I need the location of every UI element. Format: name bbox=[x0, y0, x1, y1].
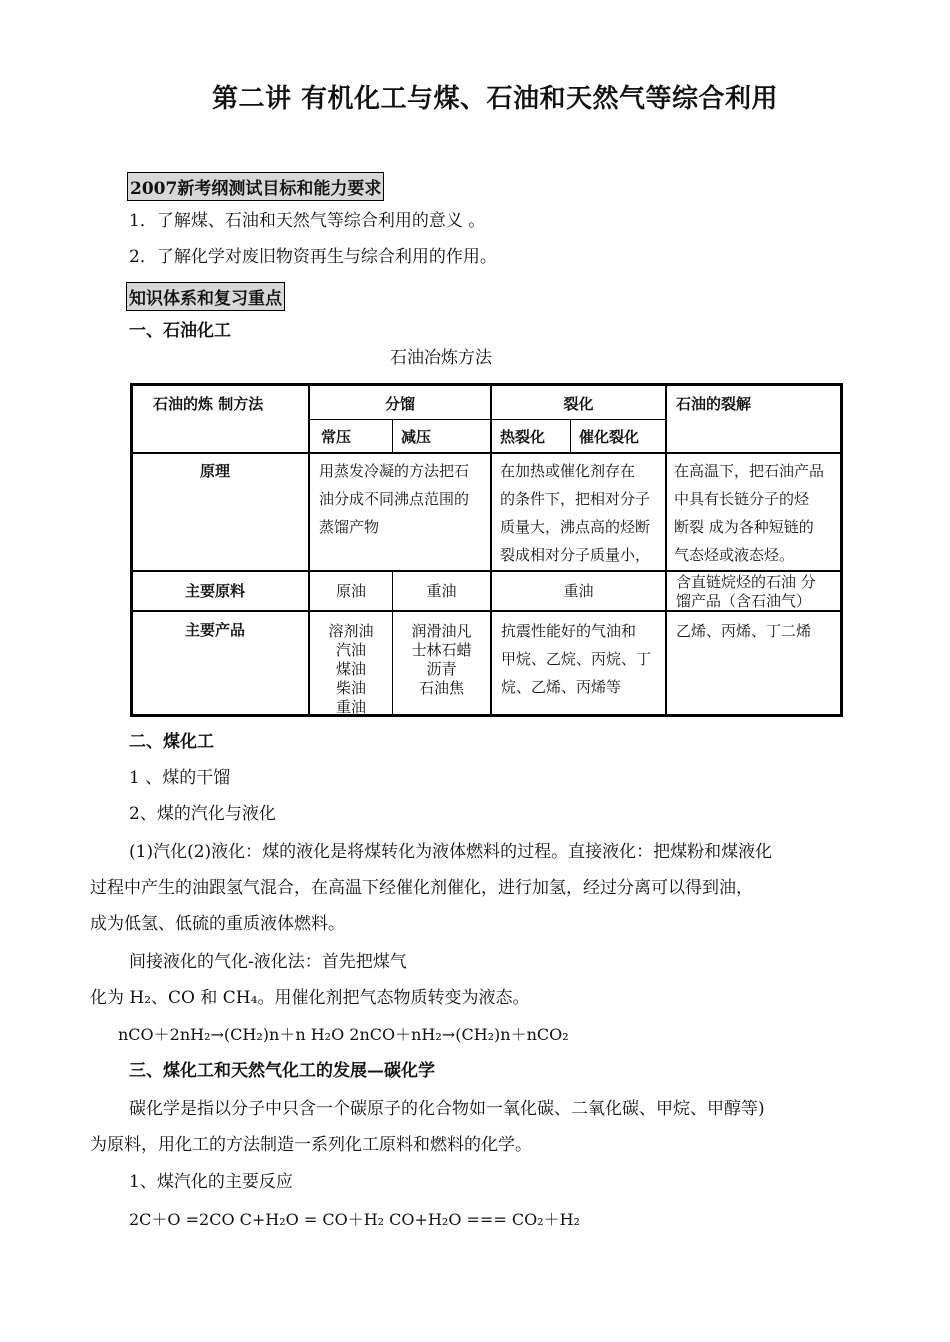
part2-item-1: 1 、煤的干馏 bbox=[129, 768, 231, 788]
exam-item-1: 1．了解煤、石油和天然气等综合利用的意义 。 bbox=[129, 211, 486, 231]
part2-heading: 二、煤化工 bbox=[129, 732, 214, 752]
equation-gasification: 2C＋O =2CO C+H₂O = CO＋H₂ CO+H₂O === CO₂＋H₂ bbox=[129, 1210, 580, 1229]
product-pyrolysis: 乙烯、丙烯、丁二烯 bbox=[676, 622, 812, 640]
header-atmospheric: 常压 bbox=[321, 428, 352, 446]
part2-para2-line1: 间接液化的气化-液化法：首先把煤气 bbox=[129, 952, 407, 972]
part1-heading: 一、石油化工 bbox=[129, 321, 231, 341]
part2-para1-line1: (1)汽化(2)液化：煤的液化是将煤转化为液体燃料的过程。直接液化：把煤粉和煤液化 bbox=[129, 842, 773, 862]
material-pyrolysis: 含直链烷烃的石油 分 馏产品（含石油气） bbox=[676, 573, 816, 610]
section-exam-heading: 2007新考纲测试目标和能力要求 bbox=[127, 172, 384, 201]
part2-item-2: 2、煤的汽化与液化 bbox=[129, 804, 276, 824]
section-knowledge-heading: 知识体系和复习重点 bbox=[126, 282, 285, 311]
product-cracking: 抗震性能好的气油和 甲烷、乙烷、丙烷、丁 烷、乙烯、丙烯等 bbox=[501, 622, 652, 696]
material-atmospheric: 原油 bbox=[335, 582, 366, 600]
part2-para1-line2: 过程中产生的油跟氢气混合，在高温下经催化剂催化，进行加氢，经过分离可以得到油， bbox=[90, 878, 753, 898]
part3-para-line2: 为原料，用化工的方法制造一系列化工原料和燃料的化学。 bbox=[90, 1135, 532, 1155]
row-material: 主要原料 bbox=[185, 582, 246, 600]
table-caption: 石油冶炼方法 bbox=[390, 348, 492, 368]
product-vacuum: 润滑油凡 士林石蜡 沥青 石油焦 bbox=[411, 622, 472, 697]
part3-heading: 三、煤化工和天然气化工的发展—碳化学 bbox=[129, 1061, 435, 1081]
material-vacuum: 重油 bbox=[426, 582, 457, 600]
principle-distillation: 用蒸发冷凝的方法把石 油分成不同沸点范围的 蒸馏产物 bbox=[319, 462, 470, 536]
header-pyrolysis: 石油的裂解 bbox=[676, 395, 752, 413]
equation-indirect-liquefaction: nCO＋2nH₂→(CH₂)n＋n H₂O 2nCO＋nH₂→(CH₂)n＋nCO₂ bbox=[118, 1025, 569, 1044]
exam-item-2: 2．了解化学对废旧物资再生与综合利用的作用。 bbox=[129, 247, 497, 267]
part3-item-1: 1、煤汽化的主要反应 bbox=[129, 1172, 293, 1192]
row-principle: 原理 bbox=[200, 462, 231, 480]
part3-para-line1: 碳化学是指以分子中只含一个碳原子的化合物如一氧化碳、二氧化碳、甲烷、甲醇等) bbox=[129, 1099, 765, 1119]
header-method: 石油的炼 制方法 bbox=[153, 395, 264, 413]
principle-cracking: 在加热或催化剂存在 的条件下，把相对分子 质量大，沸点高的烃断 裂成相对分子质量小， bbox=[500, 462, 651, 564]
part2-para1-line3: 成为低氢、低硫的重质液体燃料。 bbox=[90, 914, 345, 934]
material-cracking: 重油 bbox=[563, 582, 594, 600]
page-title: 第二讲 有机化工与煤、石油和天然气等综合利用 bbox=[211, 84, 779, 114]
part2-para2-line2: 化为 H₂、CO 和 CH₄。用催化剂把气态物质转变为液态。 bbox=[90, 988, 530, 1008]
header-cracking: 裂化 bbox=[563, 395, 594, 413]
row-product: 主要产品 bbox=[185, 621, 246, 639]
product-atmospheric: 溶剂油 汽油 煤油 柴油 重油 bbox=[328, 622, 374, 716]
header-vacuum: 减压 bbox=[401, 428, 432, 446]
header-catalytic-cracking: 催化裂化 bbox=[579, 428, 640, 446]
refining-table bbox=[130, 383, 843, 717]
header-thermal-cracking: 热裂化 bbox=[500, 428, 546, 446]
principle-pyrolysis: 在高温下，把石油产品 中具有长链分子的烃 断裂 成为各种短链的 气态烃或液态烃。 bbox=[674, 462, 825, 564]
header-distillation: 分馏 bbox=[384, 395, 415, 413]
